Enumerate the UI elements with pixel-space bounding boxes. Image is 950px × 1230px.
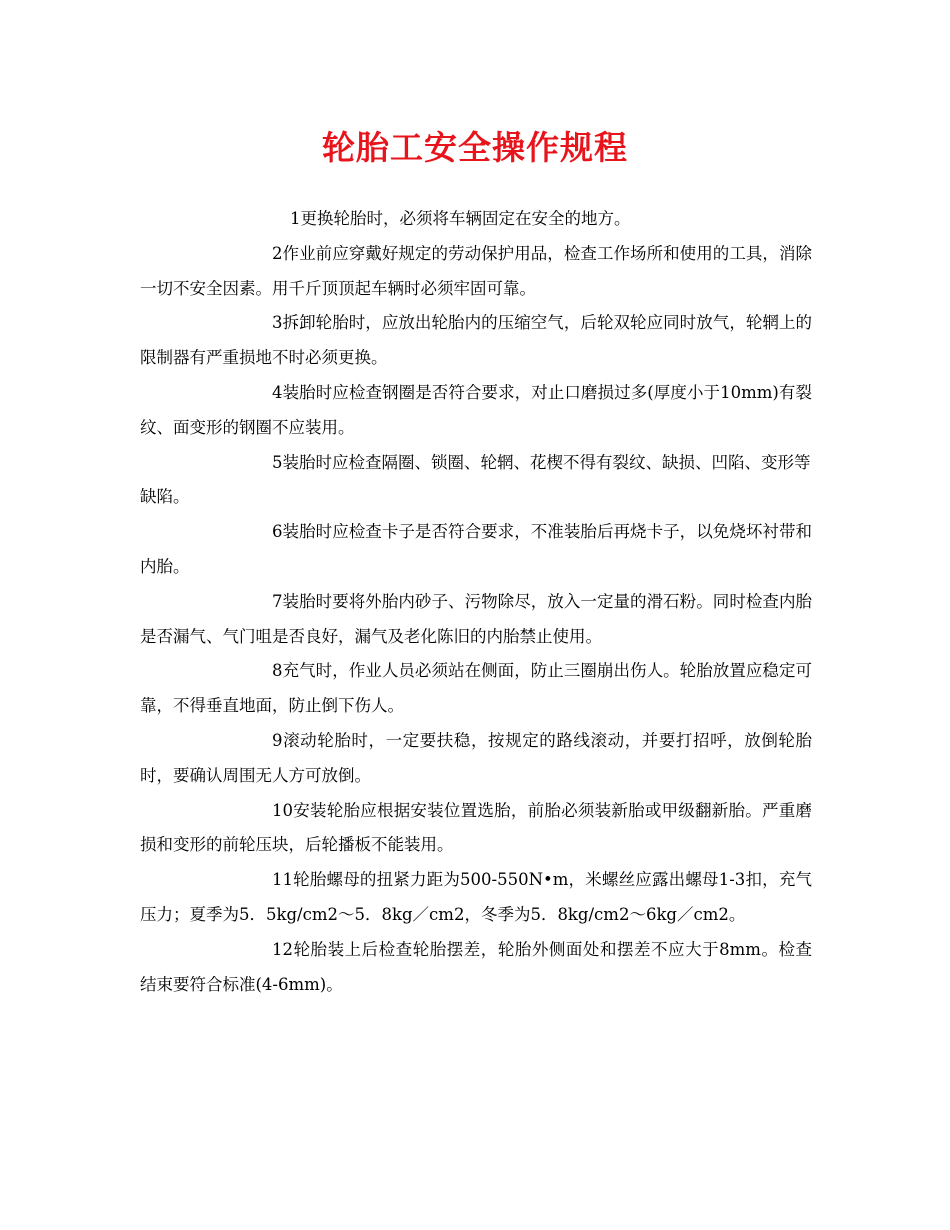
item-number: 5 [272, 452, 283, 472]
list-item [140, 933, 812, 1003]
item-text: 装胎时应检查卡子是否符合要求，不准装胎后再烧卡子，以免烧坏衬带和内胎。 [140, 522, 812, 576]
item-text: 轮胎装上后检查轮胎摆差，轮胎外侧面处和摆差不应大于8mm。检查结束要符合标准(4-6mm)。 [140, 939, 812, 994]
item-text: 轮胎螺母的扭紧力距为500-550N•m，米螺丝应露出螺母1-3扣，充气压力；夏季为5．5kg/cm2～5．8kg／cm2，冬季为5．8kg/cm2～6kg／cm2。 [140, 870, 812, 924]
item-text: 装胎时要将外胎内砂子、污物除尽，放入一定量的滑石粉。同时检查内胎是否漏气、气门咀是否良好，漏气及老化陈旧的内胎禁止使用。 [140, 591, 812, 646]
item-number: 4 [272, 382, 283, 402]
list-item [140, 515, 812, 585]
list-item [140, 863, 812, 933]
item-text: 安装轮胎应根据安装位置选胎，前胎必须装新胎或甲级翻新胎。严重磨损和变形的前轮压块，后轮播板不能装用。 [140, 800, 812, 855]
list-item [140, 724, 812, 794]
item-number: 10 [272, 800, 293, 820]
list-item [140, 585, 812, 655]
item-number: 7 [272, 591, 283, 611]
item-text: 充气时，作业人员必须站在侧面，防止三圈崩出伤人。轮胎放置应稳定可靠，不得垂直地面，防止倒下伤人。 [140, 661, 812, 716]
document-body [140, 202, 812, 1002]
item-number: 6 [272, 522, 283, 542]
list-item [140, 237, 812, 307]
item-text: 滚动轮胎时，一定要扶稳，按规定的路线滚动，并要打招呼，放倒轮胎时，要确认周围无人方可放倒。 [140, 730, 812, 785]
document-title: 轮胎工安全操作规程 [322, 128, 628, 167]
item-text: 更换轮胎时，必须将车辆固定在安全的地方。 [300, 209, 631, 228]
item-text: 拆卸轮胎时，应放出轮胎内的压缩空气，后轮双轮应同时放气，轮辋上的限制器有严重损地不时必须更换。 [140, 313, 812, 368]
item-text-tail: 缺陷。 [140, 487, 190, 507]
item-number: 3 [272, 313, 283, 333]
item-text: 作业前应穿戴好规定的劳动保护用品，检查工作场所和使用的工具，消除一切不安全因素。用千斤顶顶起车辆时必须牢固可靠。 [140, 243, 812, 298]
list-item [140, 306, 812, 376]
list-item [140, 446, 812, 516]
item-number: 2 [272, 243, 283, 263]
item-number: 11 [272, 870, 293, 890]
list-item [140, 202, 812, 237]
item-number: 12 [272, 939, 293, 959]
list-item [140, 654, 812, 724]
item-number: 8 [272, 661, 283, 681]
list-item [140, 376, 812, 446]
item-number: 9 [272, 730, 283, 750]
list-item [140, 794, 812, 864]
item-text: 装胎时应检查隔圈、锁圈、轮辋、花楔不得有裂纹、缺损、凹陷、变形等 [282, 452, 811, 472]
item-number: 1 [290, 209, 301, 228]
item-text: 装胎时应检查钢圈是否符合要求，对止口磨损过多(厚度小于10mm)有裂纹、面变形的钢圈不应装用。 [140, 382, 812, 437]
